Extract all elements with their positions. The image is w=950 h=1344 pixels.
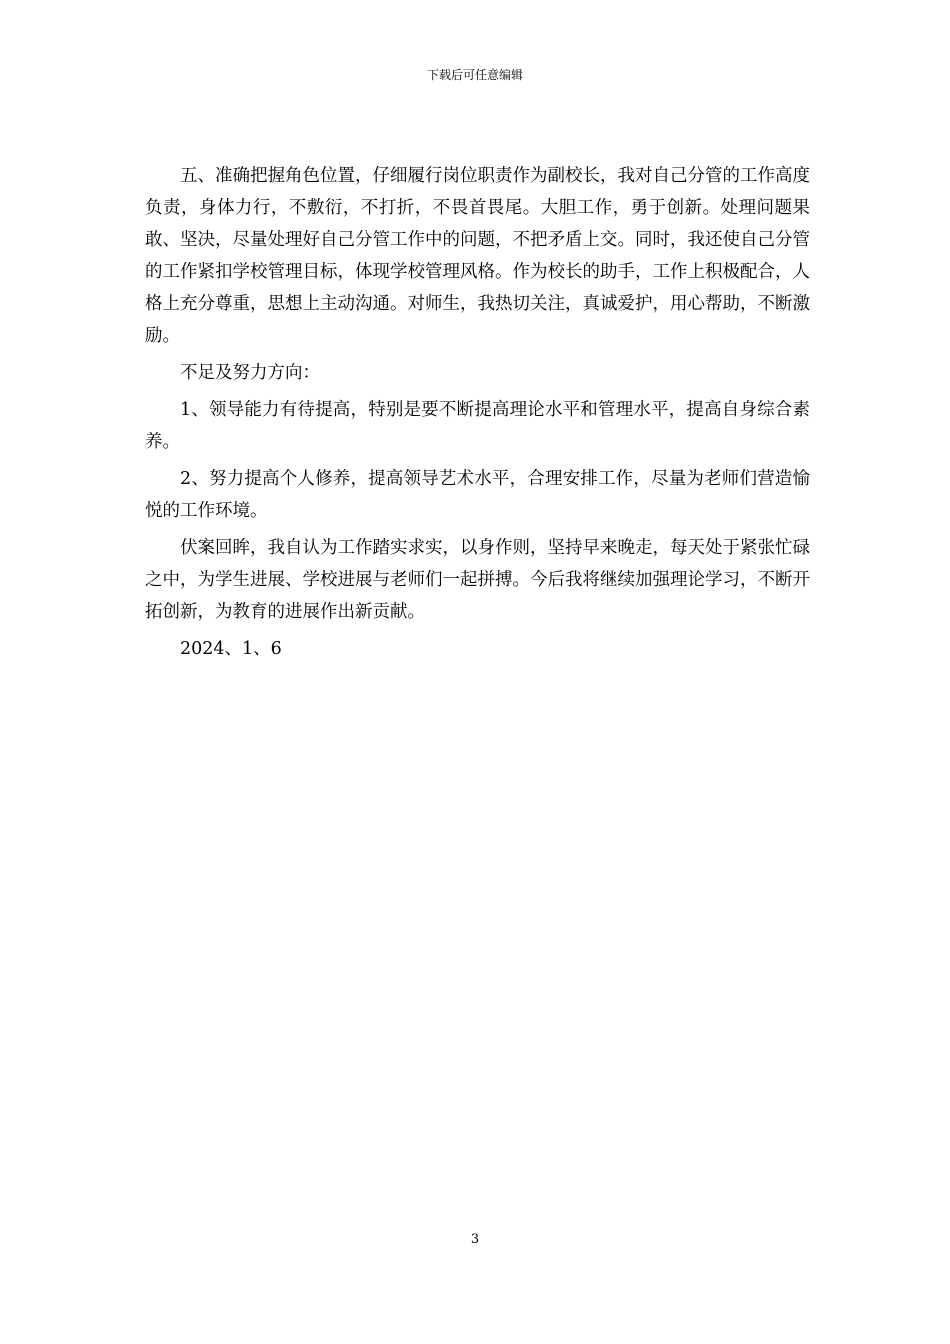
paragraph-conclusion: 伏案回眸，我自认为工作踏实求实，以身作则，坚持早来晚走，每天处于紧张忙碌之中，为学生进展、学校进展与老师们一起拼搏。今后我将继续加强理论学习，不断开拓创新，为教育的进展作出新贡献。 xyxy=(145,538,810,622)
page-header: 下载后可任意编辑 xyxy=(426,68,523,82)
paragraph-improvement-1: 1、领导能力有待提高，特别是要不断提高理论水平和管理水平，提高自身综合素养。 xyxy=(145,400,810,452)
paragraph-improvement-2: 2、努力提高个人修养，提高领导艺术水平，合理安排工作，尽量为老师们营造愉悦的工作环境。 xyxy=(145,469,810,521)
document-date: 2024、1、6 xyxy=(180,639,282,659)
page-number: 3 xyxy=(470,1232,480,1247)
paragraph-shortcomings-heading: 不足及努力方向： xyxy=(180,363,320,383)
paragraph-role-responsibility: 五、准确把握角色位置，仔细履行岗位职责作为副校长，我对自己分管的工作高度负责，身体力行，不敷衍，不打折，不畏首畏尾。大胆工作，勇于创新。处理问题果敢、坚决，尽量处理好自己分管工作中的问题，不把矛盾上交。同时，我还使自己分管的工作紧扣学校管理目标，体现学校管理风格。作为校长的助手，工作上积极配合，人格上充分尊重，思想上主动沟通。对师生，我热切关注，真诚爱护，用心帮助，不断激励。 xyxy=(145,166,810,346)
document-body xyxy=(145,160,810,670)
